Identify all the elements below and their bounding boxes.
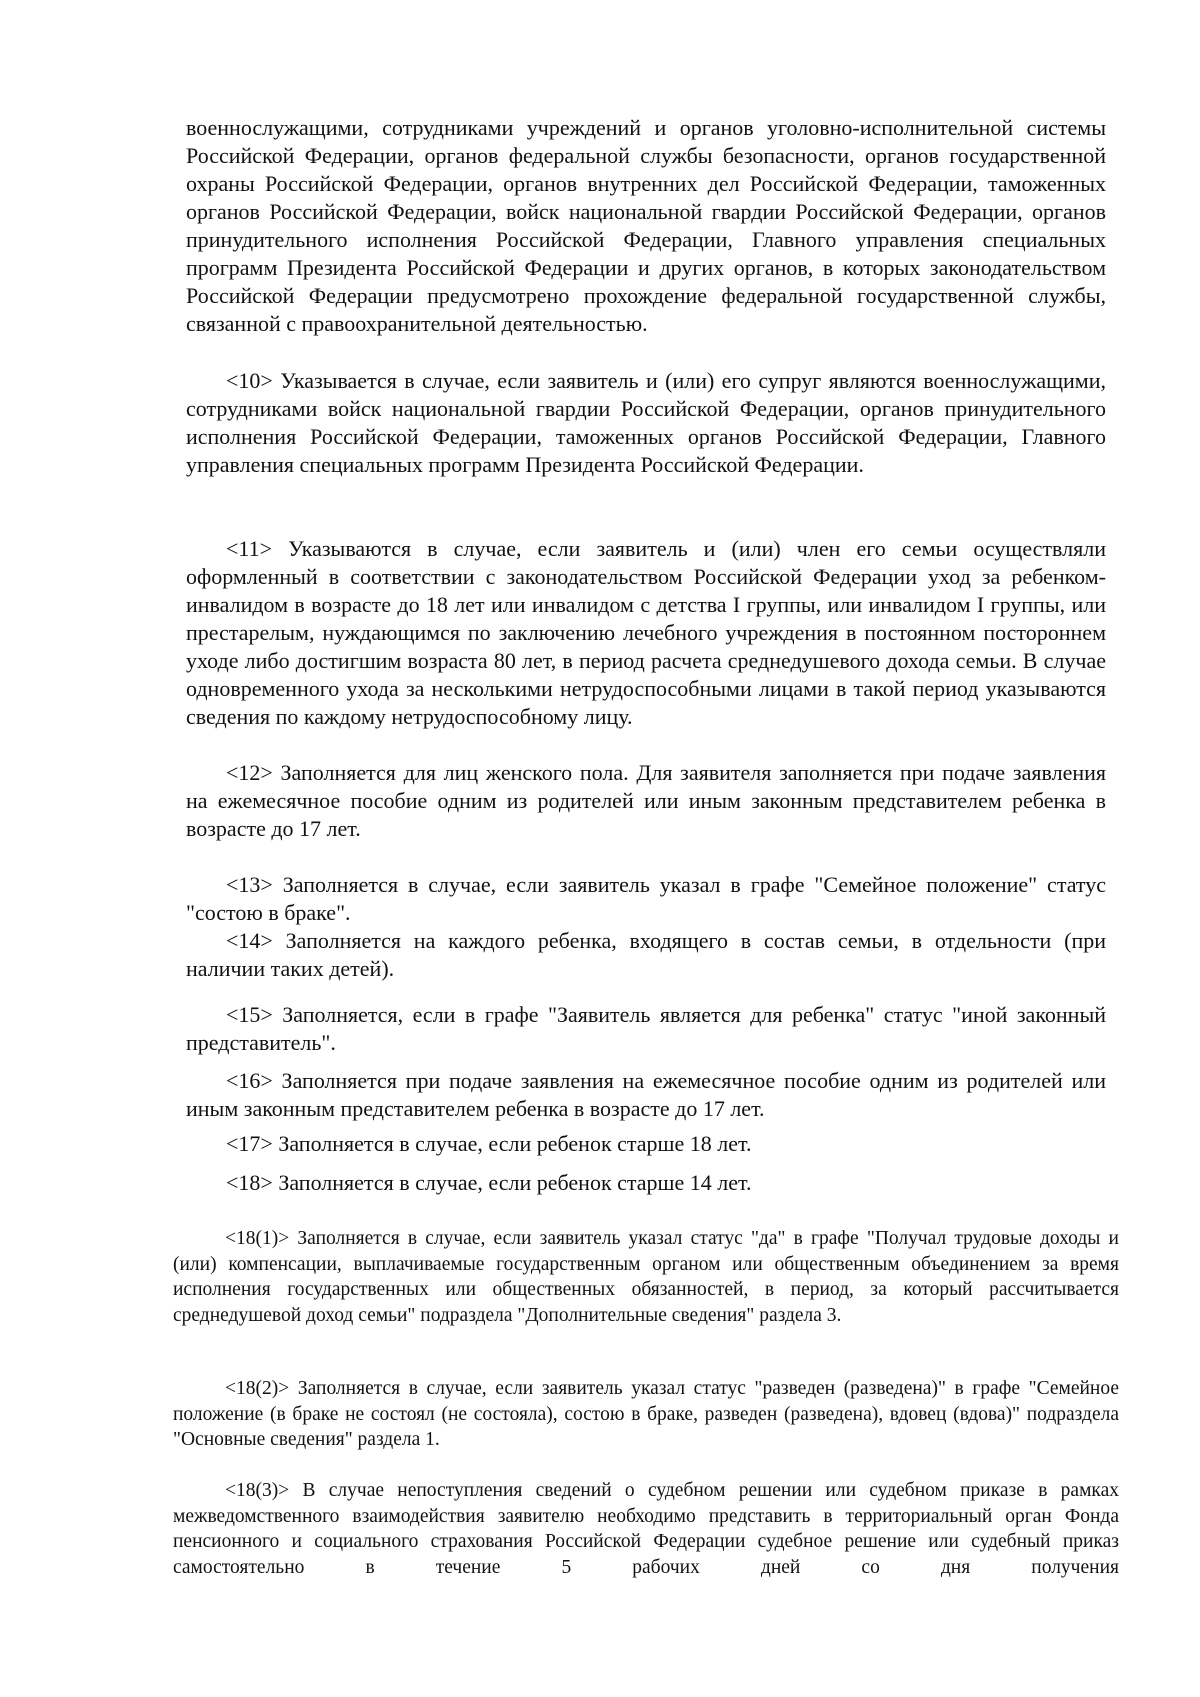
footnote-17: <17> Заполняется в случае, если ребенок старше 18 лет. (226, 1131, 752, 1156)
footnote-14: <14> Заполняется на каждого ребенка, входящего в состав семьи, в отдельности (при наличии таких детей). (186, 928, 1106, 981)
footnote-10: <10> Указывается в случае, если заявитель и (или) его супруг являются военнослужащими, сотрудниками войск национальной гвардии Российской Федерации, органов принудительного исполнения Российской Федерации, таможенных органов Российской Федерации, Главного управления специальных программ Президента Российской Федерации. (186, 368, 1106, 477)
footnote-13: <13> Заполняется в случае, если заявитель указал в графе "Семейное положение" статус "состою в браке". (186, 872, 1106, 925)
footnote-12: <12> Заполняется для лиц женского пола. Для заявителя заполняется при подаче заявления на ежемесячное пособие одним из родителей или иным законным представителем ребенка в возрасте до 17 лет. (186, 760, 1106, 841)
footnote-18-1: <18(1)> Заполняется в случае, если заявитель указал статус "да" в графе "Получал трудовые доходы и (или) компенсации, выплачиваемые государственным органом или общественным объединением за время исполнения государственных или общественных обязанностей, в период, за который рассчитывается среднедушевой доход семьи" подраздела "Дополнительные сведения" раздела 3. (173, 1228, 1119, 1326)
footnote-18-2: <18(2)> Заполняется в случае, если заявитель указал статус "разведен (разведена)" в графе "Семейное положение (в браке не состоял (не состояла), состою в браке, разведен (разведена), вдовец (вдова)" подраздела "Основные сведения" раздела 1. (173, 1378, 1119, 1450)
footnote-18: <18> Заполняется в случае, если ребенок старше 14 лет. (226, 1170, 752, 1195)
footnote-15: <15> Заполняется, если в графе "Заявитель является для ребенка" статус "иной законный представитель". (186, 1002, 1106, 1055)
footnote-11: <11> Указываются в случае, если заявитель и (или) член его семьи осуществляли оформленный в соответствии с законодательством Российской Федерации уход за ребенком-инвалидом в возрасте до 18 лет или инвалидом с детства I группы, или инвалидом I группы, или престарелым, нуждающимся по заключению лечебного учреждения в постоянном постороннем уходе либо достигшим возраста 80 лет, в период расчета среднедушевого дохода семьи. В случае одновременного ухода за несколькими нетрудоспособными лицами в такой период указываются сведения по каждому нетрудоспособному лицу. (186, 536, 1106, 729)
paragraph-continuation: военнослужащими, сотрудниками учреждений и органов уголовно-исполнительной системы Российской Федерации, органов федеральной службы безопасности, органов государственной охраны Российской Федерации, органов внутренних дел Российской Федерации, таможенных органов Российской Федерации, войск национальной гвардии Российской Федерации, органов принудительного исполнения Российской Федерации, Главного управления специальных программ Президента Российской Федерации и других органов, в которых законодательством Российской Федерации предусмотрено прохождение федеральной государственной службы, связанной с правоохранительной деятельностью. (186, 115, 1106, 336)
footnote-16: <16> Заполняется при подаче заявления на ежемесячное пособие одним из родителей или иным законным представителем ребенка в возрасте до 17 лет. (186, 1068, 1106, 1121)
footnote-18-3: <18(3)> В случае непоступления сведений о судебном решении или судебном приказе в рамках межведомственного взаимодействия заявителю необходимо представить в территориальный орган Фонда пенсионного и социального страхования Российской Федерации судебное решение или судебный приказ самостоятельно в течение 5 рабочих дней со дня получения (173, 1480, 1119, 1578)
